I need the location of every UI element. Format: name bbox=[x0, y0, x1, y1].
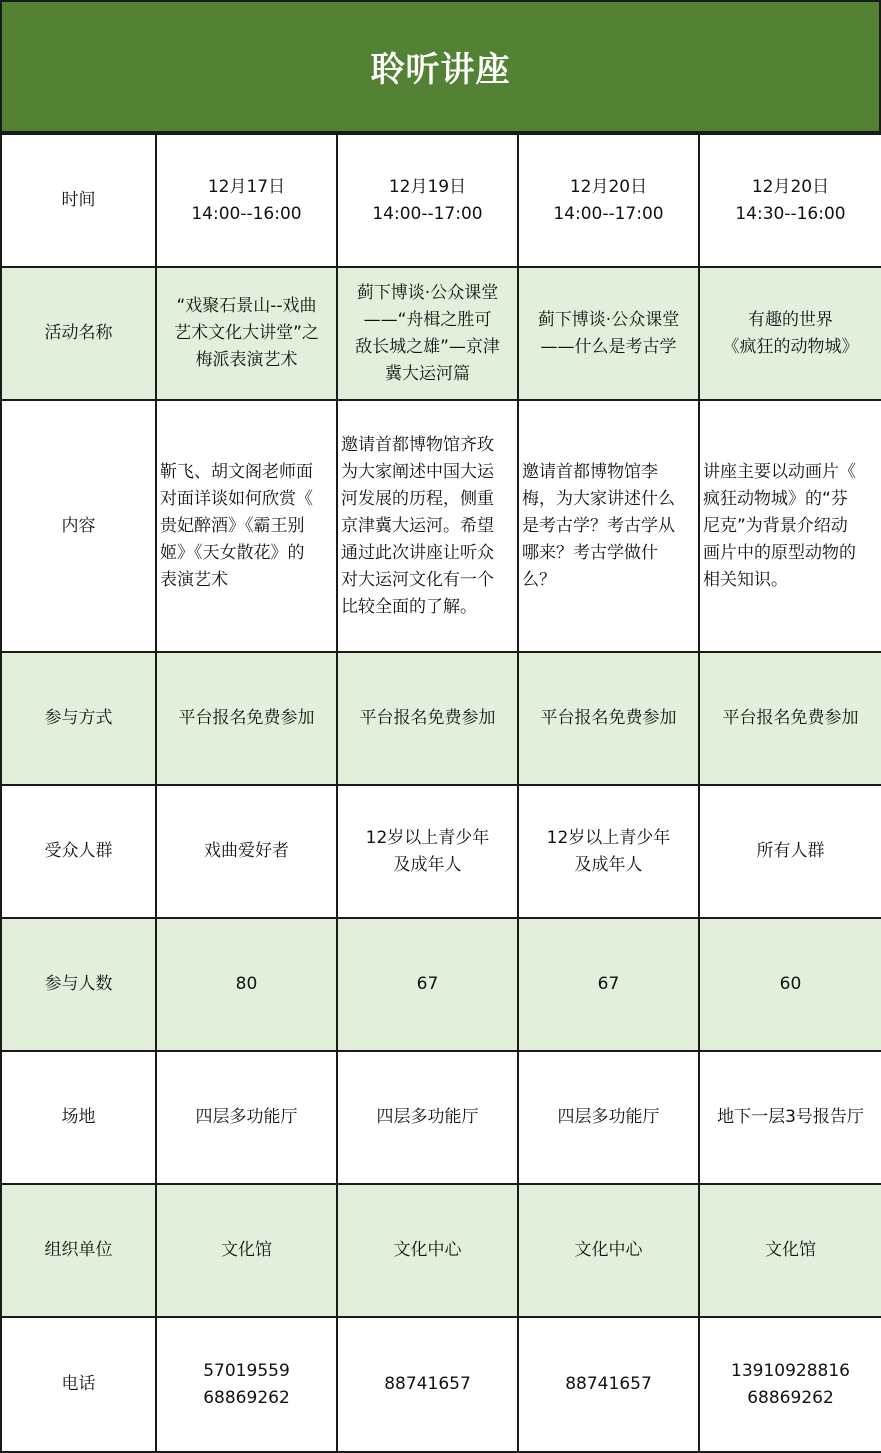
row-content bbox=[1, 400, 881, 652]
cell-venue bbox=[337, 1051, 518, 1184]
cell-text-line: 88741657 bbox=[384, 1374, 471, 1394]
schedule-table bbox=[0, 133, 881, 1453]
cell-text-line: ——什么是考古学 bbox=[540, 336, 677, 357]
cell-text-line: “戏聚石景山--戏曲 bbox=[176, 296, 317, 316]
cell-text-line: 蓟下博谈·公众课堂 bbox=[537, 309, 680, 330]
cell-text-line: 地下一层3号报告厅 bbox=[717, 1107, 864, 1127]
cell-content bbox=[699, 400, 881, 652]
cell-audience bbox=[337, 785, 518, 918]
cell-text-line: 梅派表演艺术 bbox=[195, 350, 298, 370]
cell-organizer bbox=[518, 1184, 699, 1317]
cell-time bbox=[699, 134, 881, 267]
cell-content bbox=[518, 400, 699, 652]
title-banner bbox=[0, 0, 881, 133]
cell-text-line: 相关知识。 bbox=[703, 569, 788, 590]
cell-text-line: 57019559 bbox=[203, 1360, 290, 1381]
cell-text-line: 冀大运河篇 bbox=[385, 363, 470, 384]
cell-text-line: 讲座主要以动画片《 bbox=[703, 461, 856, 482]
cell-text-line: 为大家阐述中国大运 bbox=[341, 461, 494, 482]
cell-text-line: 京津冀大运河。希望 bbox=[341, 515, 494, 536]
cell-text-line: 河发展的历程，侧重 bbox=[341, 488, 494, 509]
cell-venue bbox=[156, 1051, 337, 1184]
row-label-content: 内容 bbox=[1, 400, 156, 652]
row-label-audience: 受众人群 bbox=[1, 785, 156, 918]
row-label-activity-name: 活动名称 bbox=[1, 267, 156, 400]
cell-text-line: 文化馆 bbox=[221, 1240, 272, 1260]
cell-text-line: 靳飞、胡文阁老师面 bbox=[160, 461, 313, 482]
cell-activity-name bbox=[518, 267, 699, 400]
cell-text-line: 60 bbox=[779, 974, 802, 994]
row-activity-name bbox=[1, 267, 881, 400]
cell-text-line: 12月17日 bbox=[207, 176, 286, 197]
cell-text-line: 12岁以上青少年 bbox=[546, 827, 671, 848]
row-phone bbox=[1, 1317, 881, 1452]
cell-text-line: 是考古学？考古学从 bbox=[522, 515, 675, 536]
row-organizer bbox=[1, 1184, 881, 1317]
cell-text-line: 四层多功能厅 bbox=[195, 1107, 298, 1127]
cell-text-line: 及成年人 bbox=[574, 854, 643, 875]
cell-participation bbox=[518, 652, 699, 785]
cell-venue bbox=[699, 1051, 881, 1184]
cell-text-line: 戏曲爱好者 bbox=[204, 841, 289, 861]
cell-phone bbox=[337, 1317, 518, 1452]
row-audience bbox=[1, 785, 881, 918]
cell-text-line: ——“舟楫之胜可 bbox=[363, 309, 492, 330]
cell-audience bbox=[518, 785, 699, 918]
cell-text-line: 68869262 bbox=[747, 1387, 834, 1408]
cell-text-line: 67 bbox=[416, 974, 439, 994]
cell-text-line: 通过此次讲座让听众 bbox=[341, 542, 494, 563]
cell-text-line: 14:00--16:00 bbox=[191, 203, 302, 224]
cell-text-line: 14:00--17:00 bbox=[372, 203, 483, 224]
cell-text-line: 文化中心 bbox=[393, 1240, 462, 1260]
cell-text-line: 敌长城之雄”—京津 bbox=[355, 336, 500, 357]
cell-text-line: 平台报名免费参加 bbox=[178, 708, 315, 728]
cell-text-line: 对面详谈如何欣赏《 bbox=[160, 488, 313, 509]
cell-organizer bbox=[699, 1184, 881, 1317]
cell-text-line: 有趣的世界 bbox=[748, 309, 833, 330]
cell-text-line: 12岁以上青少年 bbox=[365, 827, 490, 848]
row-label-headcount: 参与人数 bbox=[1, 918, 156, 1051]
cell-time bbox=[337, 134, 518, 267]
row-label-time: 时间 bbox=[1, 134, 156, 267]
cell-activity-name bbox=[337, 267, 518, 400]
cell-text-line: 12月20日 bbox=[751, 176, 830, 197]
cell-text-line: 邀请首都博物馆李 bbox=[522, 461, 658, 482]
cell-content bbox=[156, 400, 337, 652]
cell-text-line: 四层多功能厅 bbox=[376, 1107, 479, 1127]
row-label-participation: 参与方式 bbox=[1, 652, 156, 785]
cell-text-line: 67 bbox=[597, 974, 620, 994]
cell-time bbox=[156, 134, 337, 267]
cell-text-line: 14:00--17:00 bbox=[553, 203, 664, 224]
cell-text-line: 哪来？考古学做什 bbox=[522, 542, 658, 563]
cell-activity-name bbox=[156, 267, 337, 400]
cell-phone bbox=[156, 1317, 337, 1452]
row-venue bbox=[1, 1051, 881, 1184]
cell-text-line: 对大运河文化有一个 bbox=[341, 569, 494, 590]
cell-organizer bbox=[156, 1184, 337, 1317]
cell-text-line: 80 bbox=[235, 974, 258, 994]
cell-text-line: 疯狂动物城》的“芬 bbox=[703, 488, 848, 509]
cell-text-line: 13910928816 bbox=[731, 1360, 850, 1381]
cell-text-line: 艺术文化大讲堂”之 bbox=[174, 323, 319, 343]
cell-headcount bbox=[156, 918, 337, 1051]
cell-text-line: 文化馆 bbox=[765, 1240, 816, 1260]
cell-participation bbox=[699, 652, 881, 785]
cell-participation bbox=[156, 652, 337, 785]
cell-audience bbox=[156, 785, 337, 918]
cell-text-line: 比较全面的了解。 bbox=[341, 596, 477, 617]
row-label-venue: 场地 bbox=[1, 1051, 156, 1184]
cell-text-line: 14:30--16:00 bbox=[735, 203, 846, 224]
cell-text-line: 贵妃醉酒》《霸王别 bbox=[160, 515, 305, 536]
cell-venue bbox=[518, 1051, 699, 1184]
cell-participation bbox=[337, 652, 518, 785]
cell-text-line: 邀请首都博物馆齐玫 bbox=[341, 434, 494, 455]
page-title: 聆听讲座 bbox=[370, 50, 511, 90]
cell-text-line: 88741657 bbox=[565, 1374, 652, 1394]
cell-text-line: 文化中心 bbox=[574, 1240, 643, 1260]
cell-text-line: 及成年人 bbox=[393, 854, 462, 875]
cell-text-line: 平台报名免费参加 bbox=[359, 708, 496, 728]
cell-phone bbox=[518, 1317, 699, 1452]
cell-headcount bbox=[699, 918, 881, 1051]
cell-content bbox=[337, 400, 518, 652]
cell-text-line: 画片中的原型动物的 bbox=[703, 542, 856, 563]
cell-headcount bbox=[518, 918, 699, 1051]
cell-text-line: 尼克”为背景介绍动 bbox=[703, 515, 848, 536]
cell-activity-name bbox=[699, 267, 881, 400]
row-label-organizer: 组织单位 bbox=[1, 1184, 156, 1317]
cell-text-line: 12月20日 bbox=[569, 176, 648, 197]
cell-time bbox=[518, 134, 699, 267]
cell-text-line: 12月19日 bbox=[388, 176, 467, 197]
cell-audience bbox=[699, 785, 881, 918]
cell-text-line: 平台报名免费参加 bbox=[722, 708, 859, 728]
cell-text-line: 《疯狂的动物城》 bbox=[722, 336, 859, 357]
cell-text-line: 姬》《天女散花》的 bbox=[160, 542, 305, 563]
cell-headcount bbox=[337, 918, 518, 1051]
cell-organizer bbox=[337, 1184, 518, 1317]
cell-text-line: 蓟下博谈·公众课堂 bbox=[356, 282, 499, 303]
row-time bbox=[1, 134, 881, 267]
row-label-phone: 电话 bbox=[1, 1317, 156, 1452]
cell-text-line: 68869262 bbox=[203, 1387, 290, 1408]
cell-text-line: 表演艺术 bbox=[160, 569, 228, 590]
row-participation bbox=[1, 652, 881, 785]
cell-phone bbox=[699, 1317, 881, 1452]
cell-text-line: 平台报名免费参加 bbox=[540, 708, 677, 728]
cell-text-line: 四层多功能厅 bbox=[557, 1107, 660, 1127]
cell-text-line: 所有人群 bbox=[756, 841, 825, 861]
cell-text-line: 梅，为大家讲述什么 bbox=[522, 488, 675, 509]
row-headcount bbox=[1, 918, 881, 1051]
cell-text-line: 么？ bbox=[522, 569, 556, 590]
